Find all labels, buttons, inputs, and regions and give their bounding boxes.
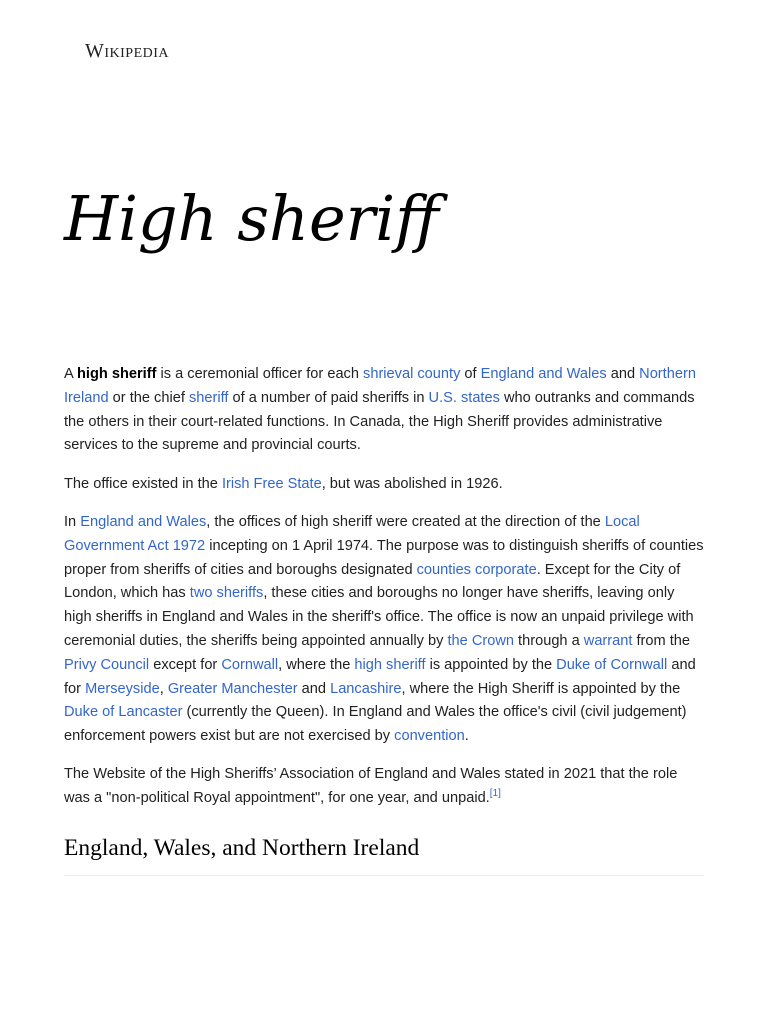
text: In [64, 513, 81, 530]
reference-1[interactable] [490, 788, 501, 799]
text: through a [514, 632, 584, 649]
paragraph-association [64, 763, 704, 811]
link-privy-council[interactable]: Privy Council [64, 656, 150, 673]
link-irish-free-state[interactable]: Irish Free State [221, 475, 322, 492]
link-duke-of-lancaster[interactable]: Duke of Lancaster [64, 704, 183, 721]
text: (currently the Queen). In England and Wales the office's civil (civil judgement) enforcement powers exist but are not exercised by [64, 704, 687, 745]
paragraph-intro [64, 363, 704, 458]
text: except for [149, 656, 222, 673]
text: from the [632, 632, 691, 649]
text: . [464, 728, 469, 745]
link-duke-of-cornwall[interactable]: Duke of Cornwall [556, 656, 668, 673]
link-greater-manchester[interactable]: Greater Manchester [167, 680, 298, 697]
link-convention[interactable]: convention [394, 728, 465, 745]
link-cornwall[interactable]: Cornwall [221, 656, 279, 673]
text: who outranks and commands the others in their court-related functions. In Canada, the High Sheriff provides administrative services to the supreme and provincial courts. [64, 389, 695, 454]
reference-link[interactable]: [1] [489, 788, 501, 800]
text: incepting on 1 April 1974. The purpose was to distinguish sheriffs of counties proper from sheriffs of cities and boroughs designated [64, 537, 704, 578]
link-northern-ireland[interactable]: Northern Ireland [64, 366, 696, 406]
text: A [64, 366, 77, 382]
link-warrant[interactable]: warrant [583, 632, 633, 649]
text: , where the [278, 656, 355, 673]
text: and [297, 680, 331, 697]
text: and [606, 366, 640, 382]
text: The office existed in the [64, 475, 222, 492]
link-england-and-wales[interactable]: England and Wales [80, 513, 207, 530]
text: is a ceremonial officer for each [156, 366, 364, 382]
text: , the offices of high sheriff were created at the direction of the [206, 513, 605, 530]
link-high-sheriff[interactable]: high sheriff [354, 656, 426, 673]
link-us-states[interactable]: U.S. states [428, 389, 500, 406]
text: of a number of paid sheriffs in [228, 389, 429, 406]
text: , but was abolished in 1926. [321, 475, 503, 492]
link-local-government-act-1972[interactable]: Local Government Act 1972 [64, 513, 640, 554]
text: and for [64, 656, 696, 697]
link-shrieval-county[interactable]: shrieval county [363, 366, 461, 382]
text: of [460, 366, 481, 382]
link-counties-corporate[interactable]: counties corporate [416, 561, 537, 578]
page-title: High sheriff [64, 182, 440, 255]
text: , these cities and boroughs no longer have sheriffs, leaving only high sheriffs in England and Wales in the sheriff's office. The office is now an unpaid privilege with ceremonial duties, the sheriffs being appointed annually by [64, 585, 694, 649]
link-sheriff[interactable]: sheriff [188, 389, 229, 406]
text: , [159, 680, 168, 697]
section-heading[interactable]: England, Wales, and Northern Ireland [64, 833, 704, 876]
text: . Except for the City of London, which has [64, 561, 681, 602]
link-merseyside[interactable]: Merseyside [85, 680, 160, 697]
link-england-and-wales[interactable]: England and Wales [480, 366, 607, 382]
paragraph-england-and-wales [64, 511, 704, 749]
article-body [64, 363, 704, 876]
text: , where the High Sheriff is appointed by the [401, 680, 681, 697]
wikipedia-logo[interactable]: Wikipedia [85, 40, 170, 62]
paragraph-irish-free-state [64, 473, 704, 497]
link-lancashire[interactable]: Lancashire [330, 680, 402, 697]
link-the-crown[interactable]: the Crown [447, 632, 514, 649]
text: or the chief [108, 389, 189, 406]
text: is appointed by the [425, 656, 557, 673]
bold-term: high sheriff [76, 366, 157, 382]
text: The Website of the High Sheriffs’ Association of England and Wales stated in 2021 that the role was a "non-political Royal appointment", for one year, and unpaid. [64, 766, 678, 807]
link-two-sheriffs[interactable]: two sheriffs [189, 585, 264, 602]
